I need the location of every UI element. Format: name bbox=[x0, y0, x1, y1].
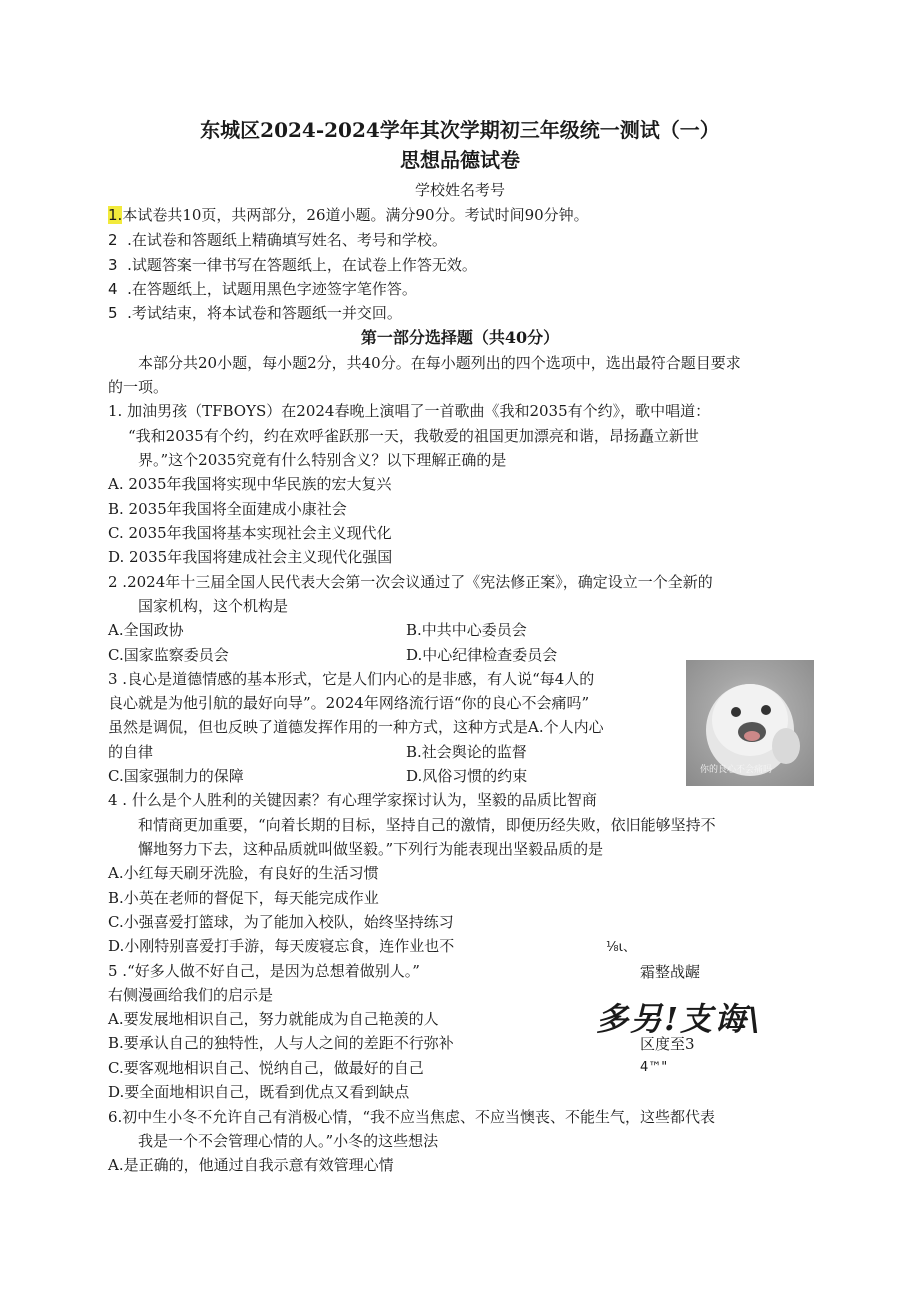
part1-intro-line2: 的一项。 bbox=[108, 378, 169, 396]
q5-option-b: B.要承认自己的独特性，人与人之间的差距不行弥补 bbox=[108, 1034, 454, 1052]
note-1: 1.本试卷共10页，共两部分，26道小题。满分90分。考试时间90分钟。 bbox=[108, 206, 589, 224]
part1-intro-line1: 本部分共20小题，每小题2分，共40分。在每小题列出的四个选项中，选出最符合题目要求 bbox=[138, 354, 741, 372]
q4-stem-line1: 4 . 什么是个人胜利的关键因素？有心理学家探讨认为，坚毅的品质比智商 bbox=[108, 791, 597, 809]
q1-stem-line1: 1. 加油男孩（TFBOYS）在2024春晚上演唱了一首歌曲《我和2035有个约》，歌中唱道： bbox=[108, 402, 711, 420]
q6-option-a: A.是正确的，他通过自我示意有效管理心情 bbox=[108, 1156, 394, 1174]
note-4: 4 .在答题纸上，试题用黑色字迹签字笔作答。 bbox=[108, 280, 417, 298]
q4-option-a: A.小红每天刷牙洗脸，有良好的生活习惯 bbox=[108, 864, 379, 882]
q5-option-a: A.要发展地相识自己，努力就能成为自己艳羡的人 bbox=[108, 1010, 439, 1028]
note-3: 3 .试题答案一律书写在答题纸上，在试卷上作答无效。 bbox=[108, 256, 477, 274]
q1-option-b: B. 2035年我国将全面建成小康社会 bbox=[108, 500, 347, 518]
q3-option-d: D.风俗习惯的约束 bbox=[406, 767, 528, 785]
q5-comic-text-2: 霜整战龌 bbox=[640, 963, 701, 981]
q6-stem-line2: 我是一个不会管理心情的人。”小冬的这些想法 bbox=[138, 1132, 439, 1150]
q5-comic-text-3: 区度至3 bbox=[640, 1035, 695, 1053]
q3-stem-line1: 3 .良心是道德情感的基本形式，它是人们内心的是非感，有人说“每4人的 bbox=[108, 670, 595, 688]
q2-stem-line2: 国家机构，这个机构是 bbox=[138, 597, 289, 615]
exam-title: 东城区2024-2024学年其次学期初三年级统一测试（一） bbox=[200, 118, 720, 142]
q3-stem-line3: 虽然是调侃，但也反映了道德发挥作用的一种方式，这种方式是A.个人内心 bbox=[108, 718, 604, 736]
q1-stem-line3: 界。”这个2035究竟有什么特别含义？以下理解正确的是 bbox=[138, 451, 507, 469]
note-5: 5 .考试结束，将本试卷和答题纸一并交回。 bbox=[108, 304, 402, 322]
q3-option-b: B.社会舆论的监督 bbox=[406, 743, 527, 761]
q4-option-c: C.小强喜爱打篮球，为了能加入校队，始终坚持练习 bbox=[108, 913, 454, 931]
part1-heading: 第一部分选择题（共40分） bbox=[360, 328, 560, 347]
q3-stem-line4: 的自律 bbox=[108, 743, 154, 761]
q1-stem-line2: “我和2035有个约，约在欢呼雀跃那一天，我敬爱的祖国更加漂亮和谐，昂扬矗立新世 bbox=[128, 427, 699, 445]
q3-option-c: C.国家强制力的保障 bbox=[108, 767, 244, 785]
q5-stem-line1: 5 .“好多人做不好自己，是因为总想着做别人。” bbox=[108, 962, 420, 980]
q1-option-c: C. 2035年我国将基本实现社会主义现代化 bbox=[108, 524, 392, 542]
q5-comic-text-1: ⅛ι、 bbox=[606, 940, 636, 955]
exam-subtitle: 思想品德试卷 bbox=[400, 148, 520, 172]
q2-option-b: B.中共中心委员会 bbox=[406, 621, 527, 639]
q4-stem-line3: 懈地努力下去，这种品质就叫做坚毅。”下列行为能表现出坚毅品质的是 bbox=[138, 840, 604, 858]
q1-option-a: A. 2035年我国将实现中华民族的宏大复兴 bbox=[108, 475, 392, 493]
q5-option-c: C.要客观地相识自己、悦纳自己，做最好的自己 bbox=[108, 1059, 424, 1077]
q2-option-c: C.国家监察委员会 bbox=[108, 646, 229, 664]
q3-meme-image bbox=[686, 660, 814, 786]
q4-stem-line2: 和情商更加重要，“向着长期的目标，坚持自己的激情，即便历经失败，依旧能够坚持不 bbox=[138, 816, 716, 834]
q4-option-b: B.小英在老师的督促下，每天能完成作业 bbox=[108, 889, 379, 907]
q4-option-d: D.小刚特别喜爱打手游，每天废寝忘食，连作业也不 bbox=[108, 937, 455, 955]
q6-stem-line1: 6.初中生小冬不允许自己有消极心情，“我不应当焦虑、不应当懊丧、不能生气，这些都代表 bbox=[108, 1108, 715, 1126]
note-1-number: 1. bbox=[108, 206, 123, 224]
q1-option-d: D. 2035年我国将建成社会主义现代化强国 bbox=[108, 548, 393, 566]
school-name-id-fields: 学校姓名考号 bbox=[414, 181, 505, 199]
q5-comic-handwriting: 多另!支诲\ bbox=[596, 1000, 762, 1038]
q5-option-d: D.要全面地相识自己，既看到优点又看到缺点 bbox=[108, 1083, 410, 1101]
q5-stem-line2: 右侧漫画给我们的启示是 bbox=[108, 986, 274, 1004]
q3-stem-line2: 良心就是为他引航的最好向导”。2024年网络流行语“你的良心不会痛吗” bbox=[108, 694, 590, 712]
note-2: 2 .在试卷和答题纸上精确填写姓名、考号和学校。 bbox=[108, 231, 447, 249]
q2-stem-line1: 2 .2024年十三届全国人民代表大会第一次会议通过了《宪法修正案》，确定设立一个全新的 bbox=[108, 573, 713, 591]
q5-comic-text-4: 4™" bbox=[640, 1060, 668, 1075]
q2-option-d: D.中心纪律检查委员会 bbox=[406, 646, 558, 664]
q3-meme-caption: 你的良心不会痛吗 bbox=[700, 765, 773, 775]
q2-option-a: A.全国政协 bbox=[108, 621, 184, 639]
